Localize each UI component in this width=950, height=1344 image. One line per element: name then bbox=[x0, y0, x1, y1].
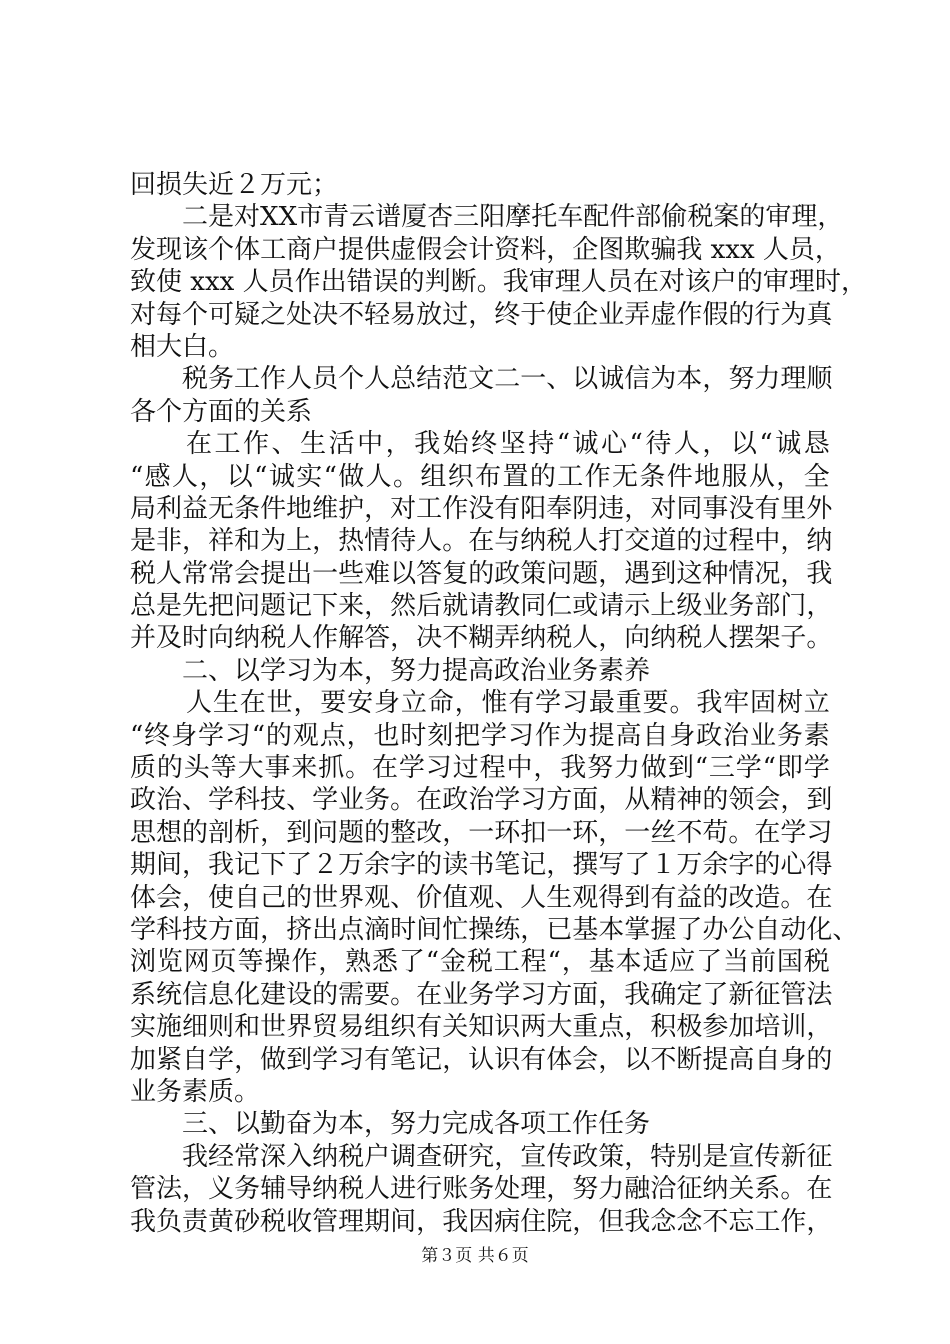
text-line: 在 工 作 、 生 活 中 ， 我 始 终 坚 持 “ 诚 心 “ 待 人 ， 以 “ 诚 恳 bbox=[186, 429, 830, 460]
text-line: 总 是 先 把 问 题 记 下 来 ， 然 后 就 请 教 同 仁 或 请 示 上 级 业 务 部 门 ， bbox=[130, 591, 833, 622]
text-line: 二 是 对 X X 市 青 云 谱 厦 杏 三 阳 摩 托 车 配 件 部 偷 税 案 的 审 理 ， bbox=[182, 202, 844, 233]
text-line: 相大白。 bbox=[130, 331, 235, 362]
text-line: 局 利 益 无 条 件 地 维 护 ， 对 工 作 没 有 阳 奉 阴 违 ， 对 同 事 没 有 里 外 bbox=[130, 493, 833, 524]
text-line: 税 人 常 常 会 提 出 一 些 难 以 答 复 的 政 策 问 题 ， 遇 到 这 种 情 况 ， 我 bbox=[130, 558, 833, 589]
text-line: 是 非 ， 祥 和 为 上 ， 热 情 待 人 。 在 与 纳 税 人 打 交 道 的 过 程 中 ， 纳 bbox=[130, 526, 833, 557]
text-line: 税 务 工 作 人 员 个 人 总 结 范 文 二 一 、 以 诚 信 为 本 ， 努 力 理 顺 bbox=[182, 364, 833, 395]
text-line: 思 想 的 剖 析 ， 到 问 题 的 整 改 ， 一 环 扣 一 环 ， 一 丝 不 苟 。 在 学 习 bbox=[130, 817, 833, 848]
text-line: 回损失近２万元； bbox=[130, 170, 339, 200]
text-line: 人 生 在 世 ， 要 安 身 立 命 ， 惟 有 学 习 最 重 要 。 我 牢 固 树 立 bbox=[186, 688, 830, 719]
text-line: 学 科 技 方 面 ， 挤 出 点 滴 时 间 忙 操 练 ， 已 基 本 掌 握 了 办 公 自 动 化 、 bbox=[130, 914, 859, 945]
text-line: 系 统 信 息 化 建 设 的 需 要 。 在 业 务 学 习 方 面 ， 我 确 定 了 新 征 管 法 bbox=[130, 979, 833, 1010]
page-footer: 第３页 共６页 bbox=[421, 1246, 529, 1266]
text-line: 并 及 时 向 纳 税 人 作 解 答 ， 决 不 糊 弄 纳 税 人 ， 向 纳 税 人 摆 架 子 。 bbox=[130, 623, 833, 654]
text-line: 我 负 责 黄 砂 税 收 管 理 期 间 ， 我 因 病 住 院 ， 但 我 念 念 不 忘 工 作 ， bbox=[130, 1206, 833, 1237]
text-line: 政 治 、 学 科 技 、 学 业 务 。 在 政 治 学 习 方 面 ， 从 精 神 的 领 会 ， 到 bbox=[130, 785, 833, 816]
text-line: 业务素质。 bbox=[130, 1076, 261, 1107]
text-line: 期 间 ， 我 记 下 了 ２ 万 余 字 的 读 书 笔 记 ， 撰 写 了 １ 万 余 字 的 心 得 bbox=[130, 850, 833, 881]
text-line: 实 施 细 则 和 世 界 贸 易 组 织 有 关 知 识 两 大 重 点 ， 积 极 参 加 培 训 ， bbox=[130, 1012, 833, 1043]
text-line: 管 法 ， 义 务 辅 导 纳 税 人 进 行 账 务 处 理 ， 努 力 融 洽 征 纳 关 系 。 在 bbox=[130, 1174, 833, 1205]
text-line: 体 会 ， 使 自 己 的 世 界 观 、 价 值 观 、 人 生 观 得 到 有 益 的 改 造 。 在 bbox=[130, 882, 833, 913]
text-line: 我 经 常 深 入 纳 税 户 调 查 研 究 ， 宣 传 政 策 ， 特 别 是 宣 传 新 征 bbox=[182, 1141, 833, 1172]
text-line: 各个方面的关系 bbox=[130, 396, 313, 427]
text-line: 二、以学习为本，努力提高政治业务素养 bbox=[182, 655, 651, 686]
text-line: 质 的 头 等 大 事 来 抓 。 在 学 习 过 程 中 ， 我 努 力 做 到 “ 三 学 “ 即 学 bbox=[130, 753, 830, 784]
text-line: 加 紧 自 学 ， 做 到 学 习 有 笔 记 ， 认 识 有 体 会 ， 以 不 断 提 高 自 身 的 bbox=[130, 1044, 833, 1075]
text-line: 浏 览 网 页 等 操 作 ， 熟 悉 了 “ 金 税 工 程 “ ， 基 本 适 应 了 当 前 国 税 bbox=[130, 947, 830, 978]
text-line: “ 感 人 ， 以 “ 诚 实 “ 做 人 。 组 织 布 置 的 工 作 无 条 件 地 服 从 ， 全 bbox=[130, 461, 830, 492]
text-line: 三、以勤奋为本，努力完成各项工作任务 bbox=[182, 1109, 651, 1140]
text-line: 对 每 个 可 疑 之 处 决 不 轻 易 放 过 ， 终 于 使 企 业 弄 虚 作 假 的 行 为 真 bbox=[130, 299, 833, 330]
document-body bbox=[130, 169, 867, 1238]
text-line: “ 终 身 学 习 “ 的 观 点 ， 也 时 刻 把 学 习 作 为 提 高 自 身 政 治 业 务 素 bbox=[130, 720, 830, 751]
text-line: 发 现 该 个 体 工 商 户 提 供 虚 假 会 计 资 料 ， 企 图 欺 骗 我 x x x 人 员 ， bbox=[130, 234, 841, 265]
text-line: 致 使 x x x 人 员 作 出 错 误 的 判 断 。 我 审 理 人 员 在 对 该 户 的 审 理 时 ， bbox=[130, 267, 867, 298]
